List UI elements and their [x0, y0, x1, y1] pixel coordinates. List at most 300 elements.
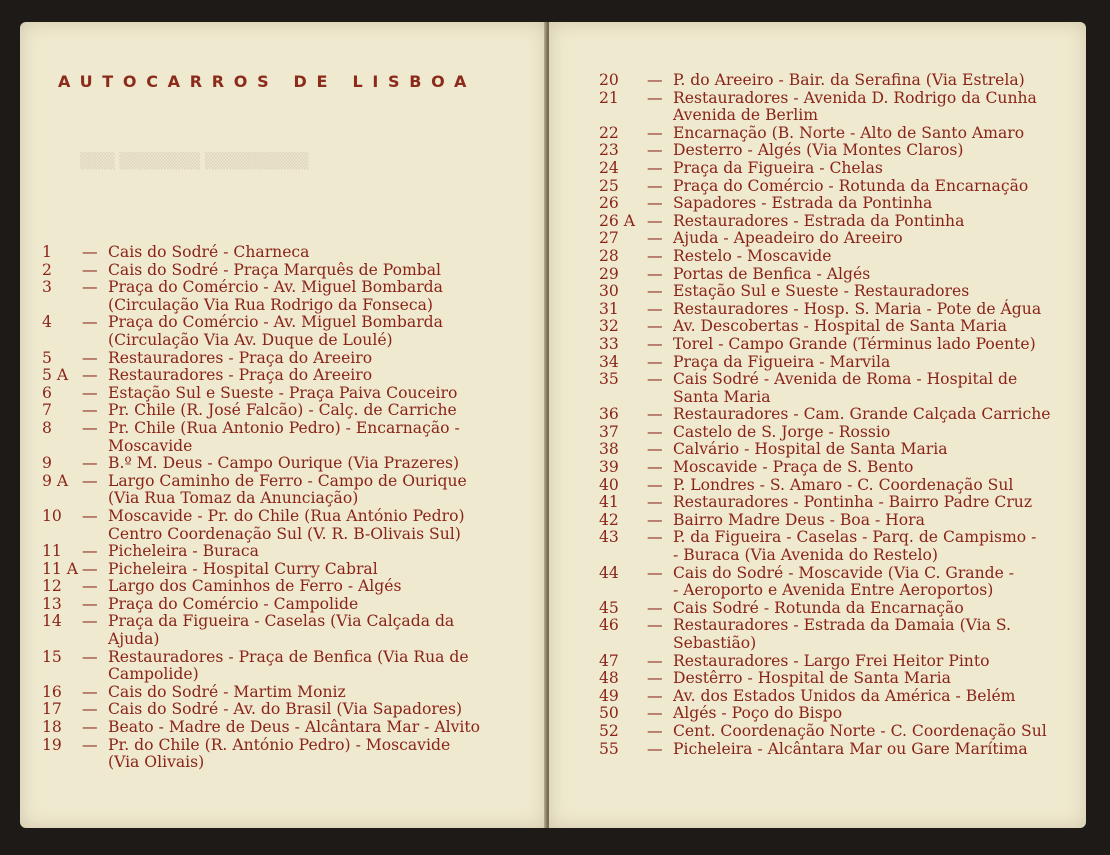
- route-description-line: Pr. Chile (R. José Falcão) - Calç. de Carriche: [108, 401, 457, 420]
- route-entry: [599, 230, 1074, 248]
- route-dash: —: [647, 563, 663, 582]
- route-description-line: Pr. do Chile (R. António Pedro) - Moscavide: [108, 735, 451, 754]
- route-description-line: Ajuda): [108, 630, 160, 649]
- route-description: [673, 336, 1074, 354]
- route-dash: —: [82, 383, 98, 402]
- route-dash: —: [647, 88, 663, 107]
- route-dash: —: [647, 440, 663, 459]
- route-entry: [599, 72, 1074, 90]
- route-description-line: Campolide): [108, 665, 199, 684]
- route-description-line: (Circulação Via Rua Rodrigo da Fonseca): [108, 295, 434, 314]
- route-dash: —: [647, 651, 663, 670]
- route-dash: —: [647, 194, 663, 213]
- route-description-line: (Via Rua Tomaz da Anunciação): [108, 489, 359, 508]
- route-number: 7: [42, 401, 52, 420]
- route-entry: [599, 512, 1074, 530]
- route-description-line: Pr. Chile (Rua Antonio Pedro) - Encarnação -: [108, 418, 460, 437]
- route-description-line: Praça da Figueira - Chelas: [673, 158, 883, 177]
- route-description-line: Beato - Madre de Deus - Alcântara Mar - Alvito: [108, 718, 481, 737]
- route-description: [108, 262, 528, 280]
- route-description-line: Picheleira - Buraca: [108, 542, 259, 561]
- route-entry: [42, 719, 528, 737]
- route-description-line: Sebastião): [673, 634, 757, 652]
- route-description: [108, 684, 528, 702]
- route-dash: —: [82, 577, 98, 596]
- route-description-line: Restauradores - Cam. Grande Calçada Carriche: [673, 405, 1051, 424]
- route-dash: —: [82, 313, 98, 332]
- route-entry: [599, 477, 1074, 495]
- route-dash: —: [647, 686, 663, 705]
- route-description: [673, 705, 1074, 723]
- route-number: 43: [599, 528, 619, 547]
- route-description-line: Centro Coordenação Sul (V. R. B-Olivais Sul): [108, 524, 461, 543]
- route-entry: [42, 737, 528, 772]
- route-dash: —: [647, 158, 663, 177]
- route-description: [673, 72, 1074, 90]
- route-entry: [42, 473, 528, 508]
- route-description: [108, 402, 528, 420]
- route-description: [108, 578, 528, 596]
- route-dash: —: [82, 418, 98, 437]
- route-number: 17: [42, 700, 62, 719]
- route-description: [108, 719, 528, 737]
- route-dash: —: [82, 348, 98, 367]
- route-entry: [599, 318, 1074, 336]
- route-description: [108, 543, 528, 561]
- route-dash: —: [647, 704, 663, 723]
- route-number: 10: [42, 506, 62, 525]
- route-description-line: Av. dos Estados Unidos da América - Belém: [673, 686, 1016, 705]
- route-description: [108, 613, 528, 648]
- route-entry: [599, 670, 1074, 688]
- route-dash: —: [647, 352, 663, 371]
- route-description-line: P. do Areeiro - Bair. da Serafina (Via Estrela): [673, 71, 1025, 89]
- route-description-line: Picheleira - Hospital Curry Cabral: [108, 559, 378, 578]
- route-list-left: [42, 244, 528, 772]
- route-entry: [42, 596, 528, 614]
- route-number: 11 A: [42, 559, 79, 578]
- route-description: [108, 350, 528, 368]
- route-number: 5: [42, 348, 52, 367]
- route-entry: [599, 336, 1074, 354]
- route-description-line: Ajuda - Apeadeiro do Areeiro: [673, 229, 903, 248]
- route-description: [673, 441, 1074, 459]
- route-description-line: Portas de Benfica - Algés: [673, 264, 871, 283]
- route-number: 5 A: [42, 366, 69, 385]
- route-entry: [42, 279, 528, 314]
- route-dash: —: [82, 559, 98, 578]
- route-number: 2: [42, 260, 52, 279]
- route-description-line: Restauradores - Avenida D. Rodrigo da Cunha: [673, 88, 1037, 107]
- route-description-line: Largo Caminho de Ferro - Campo de Ourique: [108, 471, 467, 490]
- route-dash: —: [82, 682, 98, 701]
- route-description: [108, 508, 528, 543]
- route-number: 12: [42, 577, 62, 596]
- route-number: 24: [599, 158, 619, 177]
- route-entry: [599, 424, 1074, 442]
- show-through-text: ▒▒▒ ▒▒▒▒▒▒▒ ▒▒▒▒▒▒▒▒▒: [80, 152, 309, 170]
- route-entry: [42, 314, 528, 349]
- route-number: 19: [42, 735, 62, 754]
- route-description: [673, 283, 1074, 301]
- route-number: 9 A: [42, 471, 69, 490]
- route-entry: [599, 90, 1074, 125]
- route-description: [673, 230, 1074, 248]
- route-dash: —: [82, 647, 98, 666]
- route-description: [673, 477, 1074, 495]
- route-entry: [599, 266, 1074, 284]
- route-number: 50: [599, 704, 619, 723]
- route-description: [673, 424, 1074, 442]
- route-description-line: Cais do Sodré - Av. do Brasil (Via Sapadores): [108, 700, 463, 719]
- route-entry: [599, 213, 1074, 231]
- route-entry: [599, 371, 1074, 406]
- route-number: 32: [599, 317, 619, 336]
- route-description: [673, 741, 1074, 759]
- route-description-line: Praça do Comércio - Av. Miguel Bombarda: [108, 278, 443, 297]
- route-description: [673, 371, 1074, 406]
- route-dash: —: [82, 612, 98, 631]
- route-entry: [42, 455, 528, 473]
- route-entry: [42, 508, 528, 543]
- route-number: 9: [42, 454, 52, 473]
- route-description-line: Bairro Madre Deus - Boa - Hora: [673, 510, 925, 529]
- route-number: 25: [599, 176, 619, 195]
- route-description: [108, 596, 528, 614]
- route-number: 1: [42, 243, 52, 261]
- route-description: [673, 301, 1074, 319]
- route-description-line: Av. Descobertas - Hospital de Santa Maria: [673, 317, 1007, 336]
- route-dash: —: [82, 401, 98, 420]
- route-dash: —: [82, 260, 98, 279]
- route-dash: —: [647, 422, 663, 441]
- route-description: [108, 649, 528, 684]
- route-number: 8: [42, 418, 52, 437]
- route-entry: [42, 385, 528, 403]
- route-number: 13: [42, 594, 62, 613]
- route-dash: —: [82, 454, 98, 473]
- route-description-line: Restelo - Moscavide: [673, 246, 832, 265]
- left-page: [20, 22, 546, 828]
- route-dash: —: [82, 278, 98, 297]
- route-description-line: Restauradores - Praça do Areeiro: [108, 348, 373, 367]
- route-number: 41: [599, 493, 619, 512]
- route-dash: —: [647, 176, 663, 195]
- route-description: [673, 266, 1074, 284]
- route-description-line: Restauradores - Pontinha - Bairro Padre Cruz: [673, 493, 1033, 512]
- route-description-line: Cent. Coordenação Norte - C. Coordenação Sul: [673, 721, 1047, 740]
- route-description: [673, 213, 1074, 231]
- route-description-line: Castelo de S. Jorge - Rossio: [673, 422, 891, 441]
- route-entry: [599, 459, 1074, 477]
- route-description-line: Encarnação (B. Norte - Alto de Santo Amaro: [673, 123, 1025, 142]
- route-description: [108, 279, 528, 314]
- route-dash: —: [82, 735, 98, 754]
- route-number: 33: [599, 334, 619, 353]
- route-entry: [599, 653, 1074, 671]
- route-description-line: Cais do Sodré - Martim Moniz: [108, 682, 346, 701]
- route-entry: [599, 565, 1074, 600]
- route-entry: [42, 649, 528, 684]
- route-entry: [599, 441, 1074, 459]
- route-description-line: Sapadores - Estrada da Pontinha: [673, 194, 933, 213]
- route-dash: —: [647, 299, 663, 318]
- route-description-line: Santa Maria: [673, 387, 771, 406]
- route-description-line: Moscavide - Pr. do Chile (Rua António Pedro): [108, 506, 465, 525]
- route-number: 21: [599, 88, 619, 107]
- route-description: [673, 565, 1074, 600]
- route-description-line: B.º M. Deus - Campo Ourique (Via Prazeres): [108, 454, 460, 473]
- route-dash: —: [647, 370, 663, 389]
- route-description-line: Cais Sodré - Rotunda da Encarnação: [673, 598, 964, 617]
- route-entry: [599, 125, 1074, 143]
- route-description: [673, 318, 1074, 336]
- route-description: [673, 178, 1074, 196]
- route-entry: [42, 420, 528, 455]
- route-dash: —: [647, 739, 663, 758]
- route-description-line: (Via Olivais): [108, 753, 205, 772]
- route-description: [673, 600, 1074, 618]
- route-description-line: Restauradores - Largo Frei Heitor Pinto: [673, 651, 990, 670]
- route-description: [673, 406, 1074, 424]
- route-number: 27: [599, 229, 619, 248]
- route-dash: —: [647, 264, 663, 283]
- route-description: [673, 195, 1074, 213]
- route-entry: [599, 617, 1074, 652]
- route-number: 23: [599, 141, 619, 160]
- route-number: 18: [42, 718, 62, 737]
- route-description: [108, 455, 528, 473]
- route-number: 46: [599, 616, 619, 635]
- route-number: 42: [599, 510, 619, 529]
- route-description-line: Restauradores - Estrada da Damaia (Via S.: [673, 616, 1011, 635]
- route-description-line: Cais do Sodré - Charneca: [108, 243, 310, 261]
- route-number: 28: [599, 246, 619, 265]
- route-number: 3: [42, 278, 52, 297]
- route-dash: —: [647, 71, 663, 89]
- route-description: [108, 420, 528, 455]
- route-description-line: Largo dos Caminhos de Ferro - Algés: [108, 577, 402, 596]
- route-entry: [599, 741, 1074, 759]
- route-entry: [599, 178, 1074, 196]
- route-dash: —: [647, 282, 663, 301]
- route-dash: —: [647, 510, 663, 529]
- route-dash: —: [82, 366, 98, 385]
- route-description-line: (Circulação Via Av. Duque de Loulé): [108, 330, 393, 349]
- route-dash: —: [647, 475, 663, 494]
- route-description-line: Calvário - Hospital de Santa Maria: [673, 440, 948, 459]
- route-description-line: Moscavide: [108, 436, 193, 455]
- route-number: 14: [42, 612, 62, 631]
- route-description-line: Cais do Sodré - Moscavide (Via C. Grande -: [673, 563, 1015, 582]
- route-entry: [599, 406, 1074, 424]
- route-entry: [42, 262, 528, 280]
- route-number: 26: [599, 194, 619, 213]
- route-description-line: Algés - Poço do Bispo: [673, 704, 843, 723]
- route-entry: [42, 701, 528, 719]
- route-number: 11: [42, 542, 62, 561]
- route-dash: —: [647, 123, 663, 142]
- route-description: [673, 688, 1074, 706]
- route-entry: [42, 402, 528, 420]
- route-entry: [42, 613, 528, 648]
- route-entry: [599, 494, 1074, 512]
- route-entry: [599, 283, 1074, 301]
- route-description-line: Destêrro - Hospital de Santa Maria: [673, 669, 951, 688]
- route-dash: —: [647, 317, 663, 336]
- route-description-line: Praça do Comércio - Campolide: [108, 594, 359, 613]
- route-description-line: Desterro - Algés (Via Montes Claros): [673, 141, 964, 160]
- route-entry: [599, 600, 1074, 618]
- route-entry: [599, 195, 1074, 213]
- route-entry: [42, 350, 528, 368]
- page-title: AUTOCARROS DE LISBOA: [58, 72, 477, 91]
- route-number: 52: [599, 721, 619, 740]
- route-description: [673, 354, 1074, 372]
- route-number: 29: [599, 264, 619, 283]
- route-number: 48: [599, 669, 619, 688]
- route-number: 55: [599, 739, 619, 758]
- route-entry: [599, 688, 1074, 706]
- route-entry: [42, 684, 528, 702]
- route-description: [108, 385, 528, 403]
- route-number: 30: [599, 282, 619, 301]
- route-number: 6: [42, 383, 52, 402]
- route-description-line: Cais do Sodré - Praça Marquês de Pombal: [108, 260, 442, 279]
- route-description-line: Restauradores - Praça de Benfica (Via Rua de: [108, 647, 469, 666]
- route-description-line: Torel - Campo Grande (Términus lado Poente): [673, 334, 1036, 353]
- route-dash: —: [647, 493, 663, 512]
- route-description: [673, 494, 1074, 512]
- route-dash: —: [82, 471, 98, 490]
- route-description: [673, 90, 1074, 125]
- route-entry: [599, 160, 1074, 178]
- route-description-line: Avenida de Berlim: [673, 106, 819, 125]
- route-description: [108, 701, 528, 719]
- route-description-line: Restauradores - Estrada da Pontinha: [673, 211, 965, 230]
- route-description-line: Praça do Comércio - Av. Miguel Bombarda: [108, 313, 443, 332]
- route-dash: —: [647, 528, 663, 547]
- route-description: [673, 160, 1074, 178]
- route-number: 47: [599, 651, 619, 670]
- route-dash: —: [647, 334, 663, 353]
- route-dash: —: [647, 721, 663, 740]
- route-dash: —: [647, 405, 663, 424]
- route-description-line: - Aeroporto e Avenida Entre Aeroportos): [673, 581, 994, 600]
- route-number: 39: [599, 458, 619, 477]
- route-description: [673, 125, 1074, 143]
- route-dash: —: [82, 700, 98, 719]
- route-description-line: Praça da Figueira - Marvila: [673, 352, 891, 371]
- route-description: [673, 459, 1074, 477]
- route-description: [673, 529, 1074, 564]
- route-entry: [599, 142, 1074, 160]
- route-description-line: - Buraca (Via Avenida do Restelo): [673, 546, 938, 565]
- route-dash: —: [647, 598, 663, 617]
- route-dash: —: [647, 141, 663, 160]
- route-description: [108, 314, 528, 349]
- route-number: 16: [42, 682, 62, 701]
- route-description: [108, 473, 528, 508]
- route-dash: —: [82, 243, 98, 261]
- route-description: [673, 142, 1074, 160]
- route-entry: [599, 529, 1074, 564]
- route-description: [673, 617, 1074, 652]
- route-description-line: P. Londres - S. Amaro - C. Coordenação Sul: [673, 475, 1014, 494]
- route-description: [108, 737, 528, 772]
- route-description: [673, 512, 1074, 530]
- route-description-line: Moscavide - Praça de S. Bento: [673, 458, 914, 477]
- route-number: 37: [599, 422, 619, 441]
- route-description: [673, 670, 1074, 688]
- route-number: 15: [42, 647, 62, 666]
- route-description-line: Estação Sul e Sueste - Restauradores: [673, 282, 970, 301]
- route-entry: [599, 354, 1074, 372]
- route-dash: —: [647, 616, 663, 635]
- route-description-line: P. da Figueira - Caselas - Parq. de Campismo -: [673, 528, 1037, 547]
- route-dash: —: [647, 211, 663, 230]
- route-number: 45: [599, 598, 619, 617]
- route-dash: —: [647, 669, 663, 688]
- route-entry: [42, 367, 528, 385]
- route-number: 22: [599, 123, 619, 142]
- route-entry: [42, 543, 528, 561]
- right-page: [549, 22, 1086, 828]
- route-number: 49: [599, 686, 619, 705]
- route-number: 40: [599, 475, 619, 494]
- route-number: 35: [599, 370, 619, 389]
- route-number: 26 A: [599, 211, 636, 230]
- route-description-line: Picheleira - Alcântara Mar ou Gare Marítima: [673, 739, 1028, 758]
- route-description: [108, 367, 528, 385]
- route-description: [673, 653, 1074, 671]
- route-number: 4: [42, 313, 52, 332]
- route-dash: —: [82, 506, 98, 525]
- route-entry: [42, 578, 528, 596]
- route-description-line: Restauradores - Praça do Areeiro: [108, 366, 373, 385]
- route-number: 31: [599, 299, 619, 318]
- route-dash: —: [82, 594, 98, 613]
- route-number: 20: [599, 71, 619, 89]
- route-entry: [42, 244, 528, 262]
- route-description: [108, 561, 528, 579]
- route-description-line: Restauradores - Hosp. S. Maria - Pote de Água: [673, 299, 1042, 318]
- route-entry: [599, 723, 1074, 741]
- route-description-line: Cais Sodré - Avenida de Roma - Hospital de: [673, 370, 1018, 389]
- route-entry: [599, 705, 1074, 723]
- route-entry: [42, 561, 528, 579]
- route-description-line: Estação Sul e Sueste - Praça Paiva Couceiro: [108, 383, 458, 402]
- open-booklet: [18, 22, 1088, 832]
- route-dash: —: [647, 458, 663, 477]
- route-description: [108, 244, 528, 262]
- route-description-line: Praça do Comércio - Rotunda da Encarnação: [673, 176, 1029, 195]
- route-entry: [599, 301, 1074, 319]
- route-description: [673, 723, 1074, 741]
- route-list-right: [599, 72, 1074, 758]
- route-number: 44: [599, 563, 619, 582]
- route-dash: —: [647, 246, 663, 265]
- route-dash: —: [647, 229, 663, 248]
- route-dash: —: [82, 542, 98, 561]
- route-number: 34: [599, 352, 619, 371]
- route-number: 36: [599, 405, 619, 424]
- route-description-line: Praça da Figueira - Caselas (Via Calçada da: [108, 612, 455, 631]
- route-description: [673, 248, 1074, 266]
- route-number: 38: [599, 440, 619, 459]
- route-entry: [599, 248, 1074, 266]
- route-dash: —: [82, 718, 98, 737]
